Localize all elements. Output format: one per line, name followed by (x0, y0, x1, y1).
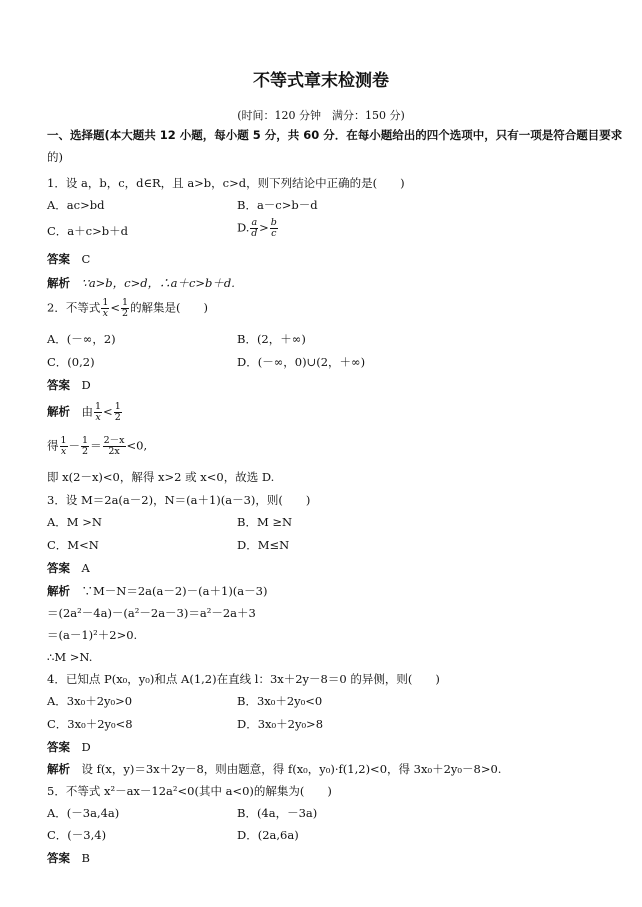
fraction: $\frac{1}{x}$ (102, 297, 109, 319)
section-heading-cont: 的) (47, 150, 63, 164)
q2-stem: 2．不等式 $\frac{1}{x}$ < $\frac{1}{2}$ 的解集是( ) (47, 297, 209, 319)
q1-analysis: 解析 ∵a>b，c>d，∴a＋c>b＋d. (47, 276, 235, 290)
q4-stem: 4．已知点 P(x₀，y₀)和点 A(1,2)在直线 l：3x＋2y－8＝0 的异侧，则( ) (47, 672, 440, 686)
q3-option-b: B．M ≥N (237, 515, 293, 529)
q2-analysis-2: 得 $\frac{1}{x}$ － $\frac{1}{2}$ ＝ $\frac{2-x}{2x}$ <0, (47, 435, 148, 457)
q4-option-d: D．3x₀＋2y₀>8 (237, 717, 324, 731)
q2-answer: 答案 D (47, 378, 91, 392)
section-heading: 一、选择题(本大题共 12 小题，每小题 5 分，共 60 分．在每小题给出的四个选项中，只有一项是符合题目要求 (47, 128, 623, 142)
q5-option-c: C．(－3,4) (47, 828, 107, 842)
fraction: $\frac{2-x}{2x}$ (103, 435, 125, 457)
q5-answer: 答案 B (47, 851, 90, 865)
q3-option-a: A．M >N (47, 515, 102, 529)
q4-option-a: A．3x₀＋2y₀>0 (47, 694, 133, 708)
q2-option-b: B．(2，＋∞) (237, 332, 306, 346)
q5-option-b: B．(4a，－3a) (237, 806, 318, 820)
q5-option-d: D．(2a,6a) (237, 828, 299, 842)
q5-option-a: A．(－3a,4a) (47, 806, 120, 820)
q3-option-d: D．M≤N (237, 538, 290, 552)
fraction: $\frac{1}{x}$ (95, 401, 102, 423)
q3-analysis-2: ＝(2a²－4a)－(a²－2a－3)＝a²－2a＋3 (47, 606, 256, 620)
fraction: $\frac{1}{2}$ (82, 435, 89, 457)
q3-analysis-4: ∴M >N. (47, 650, 93, 664)
q3-answer: 答案 A (47, 561, 90, 575)
document-subtitle: (时间：120 分钟 满分：150 分) (237, 109, 405, 122)
q4-answer: 答案 D (47, 740, 91, 754)
q1-option-a: A．ac>bd (47, 198, 105, 212)
fraction: $\frac{1}{2}$ (114, 401, 121, 423)
q2-option-a: A．(－∞，2) (47, 332, 116, 346)
q3-analysis-3: ＝(a－1)²＋2>0. (47, 628, 138, 642)
q1-option-c: C．a＋c>b＋d (47, 224, 128, 238)
q2-option-d: D．(－∞，0)∪(2，＋∞) (237, 355, 366, 369)
q5-stem: 5．不等式 x²－ax－12a²<0(其中 a<0)的解集为( ) (47, 784, 332, 798)
q2-analysis-3: 即 x(2－x)<0，解得 x>2 或 x<0，故选 D. (47, 470, 275, 484)
q4-analysis: 解析 设 f(x，y)＝3x＋2y－8，则由题意，得 f(x₀，y₀)·f(1,2)<0，得 3x₀＋2y₀－8>0. (47, 762, 502, 776)
q1-stem: 1．设 a，b，c，d∈R，且 a>b，c>d，则下列结论中正确的是( ) (47, 176, 405, 190)
fraction: $\frac{1}{2}$ (122, 297, 129, 319)
q1-option-b: B．a－c>b－d (237, 198, 318, 212)
q2-analysis-1: 解析 由 $\frac{1}{x}$ < $\frac{1}{2}$ (47, 401, 121, 423)
fraction: $\frac{a}{d}$ (251, 217, 258, 239)
q4-option-c: C．3x₀＋2y₀<8 (47, 717, 133, 731)
document-title: 不等式章末检测卷 (253, 71, 389, 91)
q1-answer: 答案 C (47, 252, 91, 266)
q1-option-d: D. $\frac{a}{d}$ > $\frac{b}{c}$ (237, 217, 277, 239)
fraction: $\frac{b}{c}$ (270, 217, 277, 239)
fraction: $\frac{1}{x}$ (60, 435, 67, 457)
q3-option-c: C．M<N (47, 538, 99, 552)
q2-option-c: C．(0,2) (47, 355, 95, 369)
q4-option-b: B．3x₀＋2y₀<0 (237, 694, 323, 708)
q3-stem: 3．设 M＝2a(a－2)，N＝(a＋1)(a－3)，则( ) (47, 493, 311, 507)
q3-analysis-1: 解析 ∵M－N＝2a(a－2)－(a＋1)(a－3) (47, 584, 268, 598)
